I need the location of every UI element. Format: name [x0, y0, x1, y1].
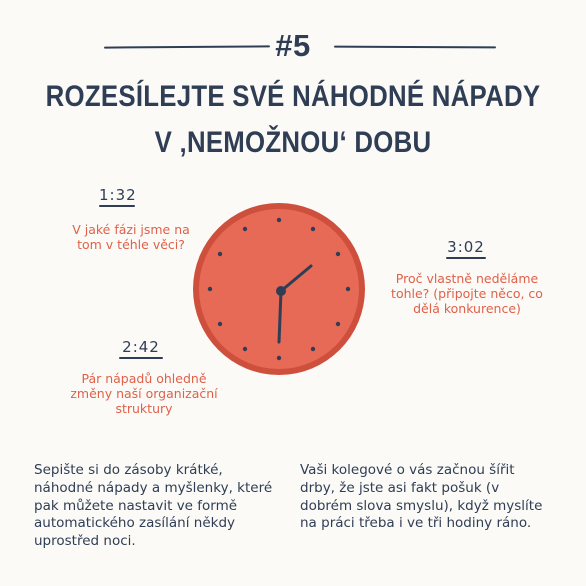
- body-text-left: Sepište si do zásoby krátké, náhodné nápady a myšlenky, které pak můžete nastavit ve formě automatického zasílání někdy uprostřed noci.: [34, 462, 273, 550]
- time-label-2: 3:02: [446, 238, 486, 259]
- title-line-2: V ‚NEMOŽNOU‘ DOBU: [154, 126, 432, 159]
- time-label-3: 2:42: [119, 338, 163, 359]
- title-line-1: ROZESÍLEJTE SVÉ NÁHODNÉ NÁPADY: [45, 80, 541, 113]
- note-text-1: V jaké fázi jsme na tom v téhle věci?: [72, 222, 190, 252]
- note-text-3: Pár nápadů ohledně změny naší organizační struktury: [70, 371, 218, 416]
- clock-minute-hand: [279, 291, 281, 342]
- tip-number-badge: #5: [275, 28, 311, 63]
- body-text-right: Vaši kolegové o vás začnou šířit drby, že jste asi fakt pošuk (v dobrém slova smyslu), když myslíte na práci třeba i ve tři hodiny ráno.: [300, 462, 543, 532]
- note-text-2: Proč vlastně neděláme tohle? (připojte něco, co dělá konkurence): [391, 271, 543, 316]
- clock-center: [276, 286, 286, 296]
- time-label-1: 1:32: [99, 186, 135, 207]
